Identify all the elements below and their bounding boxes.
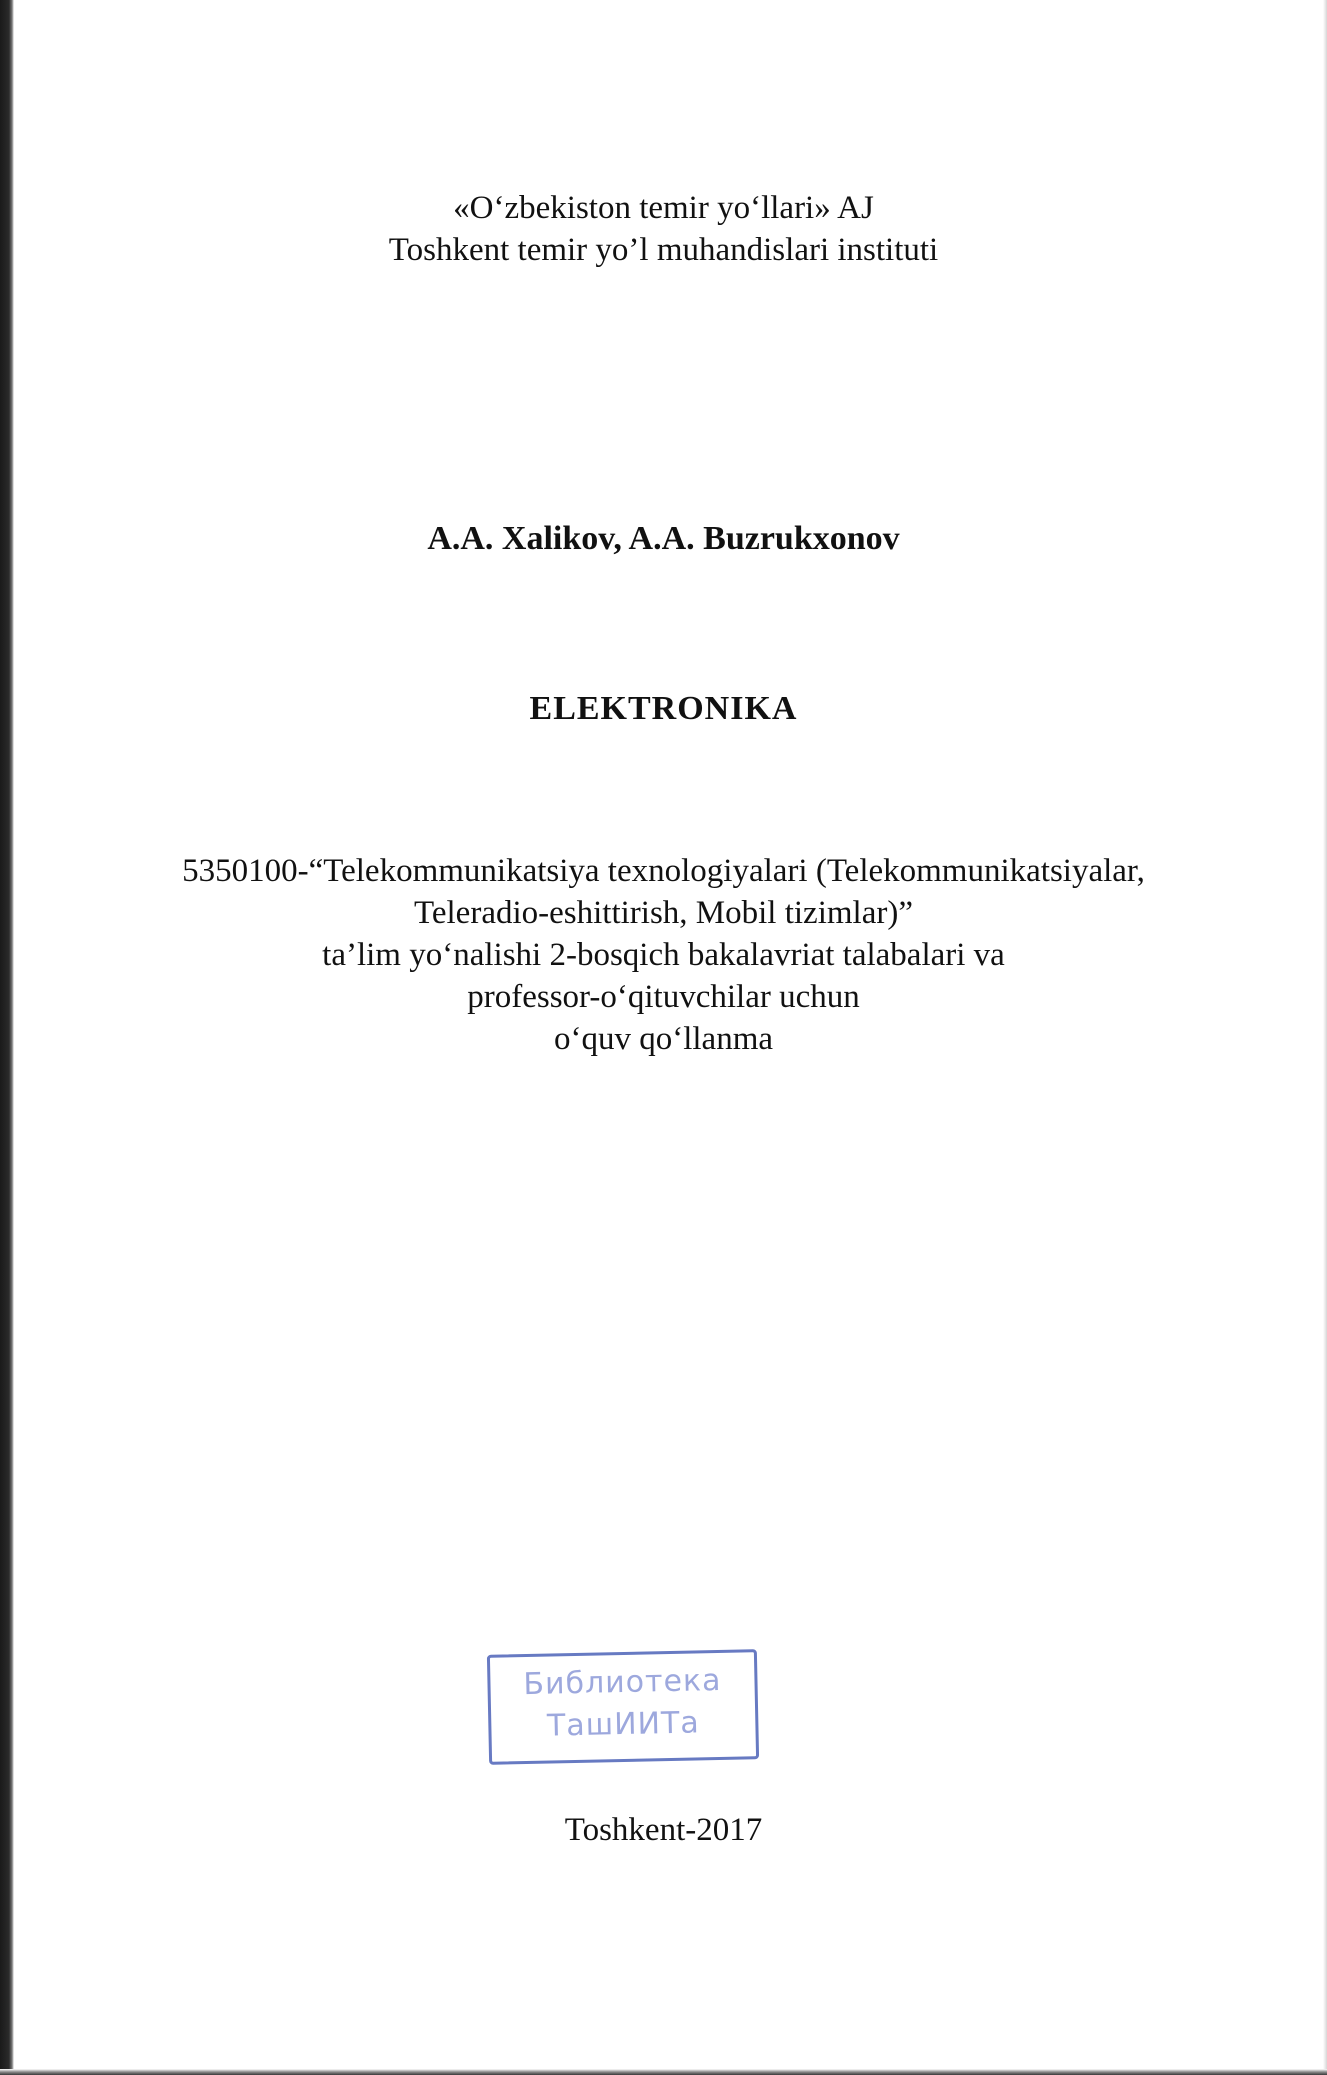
library-stamp (487, 1649, 759, 1765)
description-line: professor-o‘qituvchilar uchun (467, 979, 860, 1015)
description-line: 5350100-“Telekommunikatsiya texnologiyalari (Telekommunikatsiyalar, (182, 853, 1145, 889)
description-line: o‘quv qo‘llanma (553, 1021, 774, 1057)
scan-edge-bottom (0, 2069, 1327, 2075)
stamp-line: Библиотека (523, 1662, 722, 1703)
description-line: Teleradio-eshittirish, Mobil tizimlar)” (414, 895, 913, 931)
authors: A.A. Xalikov, A.A. Buzrukxonov (427, 520, 900, 557)
institute-name: Toshkent temir yo’l muhandislari instituti (388, 232, 939, 268)
description-line: ta’lim yo‘nalishi 2-bosqich bakalavriat talabalari va (322, 937, 1005, 973)
publication-place-year: Toshkent-2017 (564, 1812, 763, 1848)
stamp-line: ТашИИТа (546, 1705, 701, 1744)
book-title: ELEKTRONIKA (529, 690, 798, 727)
organization-name: «O‘zbekiston temir yo‘llari» AJ (453, 190, 874, 226)
